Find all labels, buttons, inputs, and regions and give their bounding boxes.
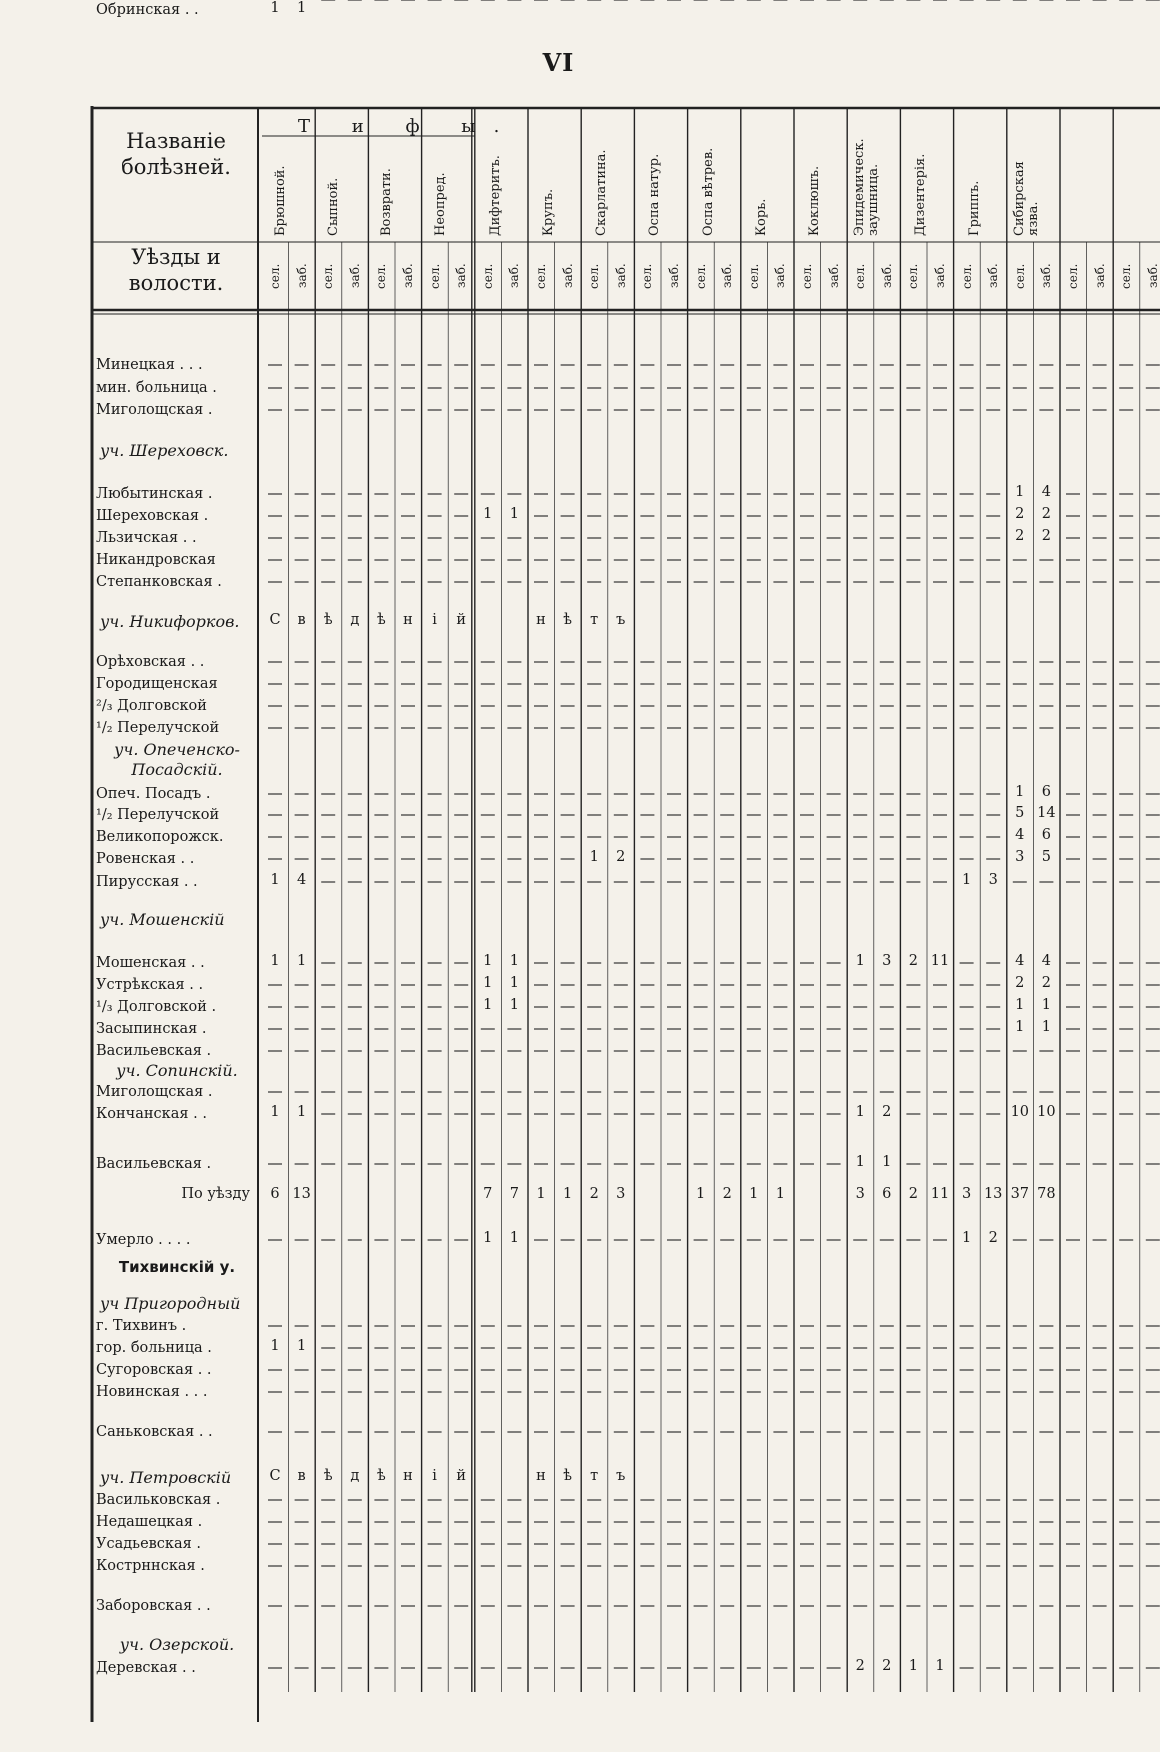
table-cell: 3 [1015, 849, 1025, 865]
sel-subheading: сел. [1066, 263, 1080, 289]
zab-subheading: заб. [294, 263, 309, 289]
table-cell: 2 [1015, 528, 1025, 544]
disease-col-heading: Корь. [753, 198, 769, 236]
row-label: Новинская . . . [96, 1384, 208, 1400]
row-label: Недашецкая . [96, 1514, 203, 1530]
zab-subheading: заб. [986, 263, 1001, 289]
table-cell: 1 [589, 849, 599, 865]
table-cell: 2 [1041, 506, 1051, 522]
table-cell: 1 [270, 872, 280, 888]
no-data-notice-letter: й [456, 612, 467, 628]
table-cell: 1 [562, 1186, 573, 1202]
row-label: ¹/₂ Перелучской [96, 807, 220, 823]
zab-subheading: заб. [1039, 263, 1054, 289]
table-cell: 1 [908, 1658, 918, 1674]
header-title-line2: болѣзней. [121, 155, 231, 179]
table-cell: 7 [483, 1186, 493, 1202]
table-cell: 37 [1010, 1186, 1030, 1202]
row-label: Миголощская . [96, 402, 213, 418]
typhus-group-heading: Т и ф ы. [298, 116, 518, 137]
zab-subheading: заб. [613, 263, 628, 289]
table-cell: 7 [509, 1186, 519, 1202]
table-cell: 1 [935, 1658, 945, 1674]
row-label: Городищенская [96, 676, 218, 692]
row-label: Любытинская . [96, 486, 213, 502]
table-cell: 6 [1041, 784, 1051, 800]
row-label: Заборовская . . [96, 1598, 211, 1614]
disease-col-heading: Оспа натур. [647, 153, 663, 236]
zab-subheading: заб. [401, 263, 415, 289]
disease-col-heading: Дифтеритъ. [487, 155, 503, 236]
sel-subheading: сел. [427, 263, 442, 289]
row-label: Кончанская . . [96, 1106, 207, 1122]
table-cell: 4 [296, 872, 307, 888]
row-label: Опеч. Посадъ . [96, 786, 211, 802]
table-cell: 1 [855, 1104, 865, 1120]
table-cell: 1 [270, 0, 280, 16]
disease-col-heading: Сибирская язва. [1011, 161, 1041, 236]
sel-subheading: сел. [959, 263, 974, 289]
table-cell: 2 [882, 1104, 892, 1120]
no-data-notice-letter: н [403, 612, 413, 628]
no-data-notice-letter: ъ [616, 612, 626, 628]
sel-subheading: сел. [321, 263, 336, 289]
zab-subheading: заб. [507, 263, 522, 289]
row-label: Деревская . . [96, 1660, 196, 1676]
table-cell: 1 [270, 953, 280, 969]
sel-subheading: сел. [480, 263, 495, 289]
table-cell: 1 [855, 953, 865, 969]
typhus-col-heading: Возврати. [379, 168, 395, 236]
typhus-col-heading: Неопред. [432, 172, 448, 236]
table-cell: 1 [855, 1154, 865, 1170]
header-subtitle [96, 244, 256, 296]
row-label: г. Тихвинъ . [96, 1318, 187, 1334]
table-cell: 1 [270, 1338, 280, 1354]
disease-col-heading: Коклюшъ. [807, 165, 822, 236]
table-cell: 1 [296, 1338, 307, 1354]
row-label: Умерло . . . . [96, 1232, 191, 1248]
header-subtitle-line1: Уѣзды и [131, 245, 221, 269]
table-cell: 2 [882, 1658, 892, 1674]
table-cell: 2 [908, 1186, 918, 1202]
sel-subheading: сел. [587, 263, 602, 289]
sel-subheading: сел. [800, 263, 814, 289]
page-number: VI [542, 48, 575, 77]
row-label: ¹/₂ Перелучской [96, 720, 220, 736]
zab-subheading: заб. [720, 263, 735, 289]
sel-subheading: сел. [534, 263, 548, 289]
table-cell: 4 [1015, 953, 1025, 969]
table-cell: 1 [1015, 784, 1025, 800]
sel-subheading: сел. [693, 263, 708, 289]
table-cell: 5 [1015, 805, 1025, 821]
no-data-notice-letter: н [536, 1468, 546, 1484]
row-label: мин. больница . [96, 380, 217, 396]
table-cell: 4 [1041, 484, 1051, 500]
no-data-notice-letter: ѣ [563, 612, 572, 628]
table-cell: 1 [695, 1186, 706, 1202]
zab-subheading: заб. [879, 263, 894, 289]
table-cell: 3 [988, 872, 998, 888]
no-data-notice-letter: д [350, 612, 360, 628]
row-label: Васильевская . [96, 1156, 212, 1172]
table-cell: 1 [1041, 997, 1051, 1013]
header-subtitle-line2: волости. [128, 271, 224, 295]
table-cell: 1 [483, 1230, 493, 1246]
table-cell: 1 [749, 1186, 759, 1202]
no-data-notice-letter: й [456, 1468, 467, 1484]
header-title-line1: Названіе [126, 129, 226, 153]
table-cell: 5 [1041, 849, 1051, 865]
section-heading: уч. Петровскій [100, 1468, 232, 1487]
table-cell: 6 [270, 1186, 280, 1202]
table-cell: 1 [483, 953, 493, 969]
table-cell: 1 [1041, 1019, 1051, 1035]
row-label: Саньковская . . [96, 1424, 213, 1440]
row-label: Минецкая . . . [96, 357, 203, 373]
table-cell: 1 [536, 1186, 546, 1202]
disease-col-heading: Крупъ. [541, 188, 556, 236]
row-label: Усадьевская . [96, 1536, 202, 1552]
table-cell: 6 [1041, 827, 1051, 843]
table-cell: 13 [292, 1186, 311, 1202]
sel-subheading: сел. [374, 263, 389, 289]
table-cell: 1 [1015, 1019, 1025, 1035]
no-data-notice-letter: н [403, 1468, 413, 1484]
total-label: По уѣзду [181, 1186, 250, 1202]
table-cell: 1 [483, 506, 493, 522]
disease-col-heading: Дизентерія. [913, 153, 929, 236]
table-cell: 6 [882, 1186, 892, 1202]
row-label: Пирусская . . [96, 874, 198, 890]
header-title [96, 128, 256, 180]
no-data-notice-letter: ъ [616, 1468, 626, 1484]
table-cell: 2 [855, 1658, 865, 1674]
row-label: Орѣховская . . [96, 654, 205, 670]
table-cell: 2 [722, 1186, 732, 1202]
table-cell: 1 [296, 953, 307, 969]
row-label: Сугоровская . . [96, 1362, 212, 1378]
table-cell: 2 [1041, 528, 1051, 544]
zab-subheading: заб. [347, 263, 362, 289]
no-data-notice-letter: т [590, 1468, 599, 1484]
row-label: Шереховская . [96, 508, 209, 524]
row-label: Никандровская [96, 552, 216, 568]
no-data-notice-letter: і [432, 612, 437, 628]
typhus-col-heading: Сыпной. [326, 177, 342, 236]
no-data-notice-letter: С [269, 612, 281, 628]
table-cell: 4 [1015, 827, 1025, 843]
no-data-notice-letter: н [536, 612, 546, 628]
table-cell: 2 [1015, 975, 1025, 991]
table-cell: 1 [509, 506, 519, 522]
table-cell: 1 [509, 975, 519, 991]
no-data-notice-letter: ѣ [377, 1468, 386, 1484]
row-label: Васильевская . [96, 1043, 212, 1059]
disease-col-heading: Скарлатина. [594, 149, 610, 236]
sel-subheading: сел. [1012, 263, 1027, 289]
table-cell: 1 [961, 872, 972, 888]
no-data-notice-letter: в [297, 1468, 306, 1484]
zab-subheading: заб. [773, 263, 788, 289]
no-data-notice-letter: д [350, 1468, 360, 1484]
no-data-notice-letter: в [297, 612, 306, 628]
row-label: Засыпинская . [96, 1021, 207, 1037]
table-cell: 13 [983, 1186, 1003, 1202]
table-cell: 78 [1037, 1186, 1056, 1202]
section-heading: уч Пригородный [100, 1294, 241, 1313]
zab-subheading: заб. [1145, 263, 1160, 289]
section-heading: уч. Мошенскій [100, 910, 225, 929]
table-cell: 3 [882, 953, 892, 969]
table-cell: 2 [908, 953, 918, 969]
disease-col-heading: Гриппъ. [966, 180, 982, 236]
sel-subheading: сел. [853, 263, 868, 289]
sel-subheading: сел. [746, 263, 761, 289]
zab-subheading: заб. [1092, 263, 1107, 289]
row-label: Кострннская . [96, 1558, 205, 1574]
table-cell: 2 [1041, 975, 1051, 991]
table-cell: 1 [509, 953, 519, 969]
table-cell: 2 [988, 1230, 998, 1246]
no-data-notice-letter: ѣ [323, 612, 333, 628]
no-data-notice-letter: ѣ [377, 612, 386, 628]
sel-subheading: сел. [640, 263, 655, 289]
table-cell: 1 [961, 1230, 972, 1246]
zab-subheading: заб. [560, 263, 575, 289]
table-cell: 11 [930, 953, 950, 969]
section-heading: уч. Шереховск. [100, 441, 229, 460]
table-cell: 2 [1015, 506, 1025, 522]
row-label: Мошенская . . [96, 955, 205, 971]
table-cell: 1 [509, 1230, 519, 1246]
row-label: Обринская . . [96, 2, 199, 18]
zab-subheading: заб. [826, 263, 841, 289]
row-label: Устрѣкская . . [96, 977, 204, 993]
section-heading: уч. Опеченско- Посадскій. [114, 740, 240, 779]
sel-subheading: сел. [268, 263, 282, 289]
table-cell: 2 [589, 1186, 599, 1202]
table-cell: 3 [616, 1186, 626, 1202]
row-label: Ровенская . . [96, 851, 195, 867]
table-cell: 1 [1015, 484, 1025, 500]
section-heading: уч. Никифорков. [100, 612, 240, 631]
no-data-notice-letter: т [590, 612, 599, 628]
row-label: ²/₃ Долговской [96, 698, 207, 714]
table-cell: 10 [1010, 1104, 1030, 1120]
no-data-notice-letter: ѣ [323, 1468, 333, 1484]
row-label: Степанковская . [96, 574, 222, 590]
table-cell: 1 [1015, 997, 1025, 1013]
zab-subheading: заб. [667, 263, 681, 289]
section-heading: уч. Сопинскій. [116, 1061, 238, 1080]
no-data-notice-letter: і [432, 1468, 437, 1484]
table-cell: 11 [930, 1186, 950, 1202]
table-cell: 1 [270, 1104, 280, 1120]
table-cell: 3 [961, 1186, 972, 1202]
zab-subheading: заб. [454, 263, 469, 289]
table-cell: 10 [1037, 1104, 1056, 1120]
table-cell: 2 [616, 849, 626, 865]
typhus-col-heading: Брюшной. [273, 165, 288, 236]
row-label: Льзичская . . [96, 530, 197, 546]
row-label: Васильковская . [96, 1492, 221, 1508]
sel-subheading: сел. [1119, 263, 1134, 289]
table-cell: 1 [296, 0, 307, 16]
table-cell: 1 [509, 997, 519, 1013]
table-cell: 1 [775, 1186, 785, 1202]
row-label: Великопорожск. [96, 829, 224, 845]
section-heading: уч. Озерской. [119, 1635, 235, 1654]
no-data-notice-letter: ѣ [563, 1468, 572, 1484]
row-label: гор. больница . [96, 1340, 212, 1356]
table-cell: 14 [1037, 805, 1056, 821]
zab-subheading: заб. [933, 263, 947, 289]
table-cell: 3 [855, 1186, 865, 1202]
row-label: Миголощская . [96, 1084, 213, 1100]
row-label: ¹/₃ Долговской . [96, 999, 217, 1015]
table-cell: 1 [483, 975, 493, 991]
table-cell: 1 [296, 1104, 307, 1120]
table-cell: 1 [483, 997, 493, 1013]
disease-col-heading: Оспа вѣтрев. [700, 147, 716, 236]
sel-subheading: сел. [906, 263, 921, 289]
disease-col-heading: Эпидемическ. заушница. [852, 138, 882, 236]
table-cell: 4 [1041, 953, 1051, 969]
no-data-notice-letter: С [269, 1468, 281, 1484]
table-cell: 1 [882, 1154, 892, 1170]
county-heading: Тихвинскій у. [118, 1258, 236, 1276]
